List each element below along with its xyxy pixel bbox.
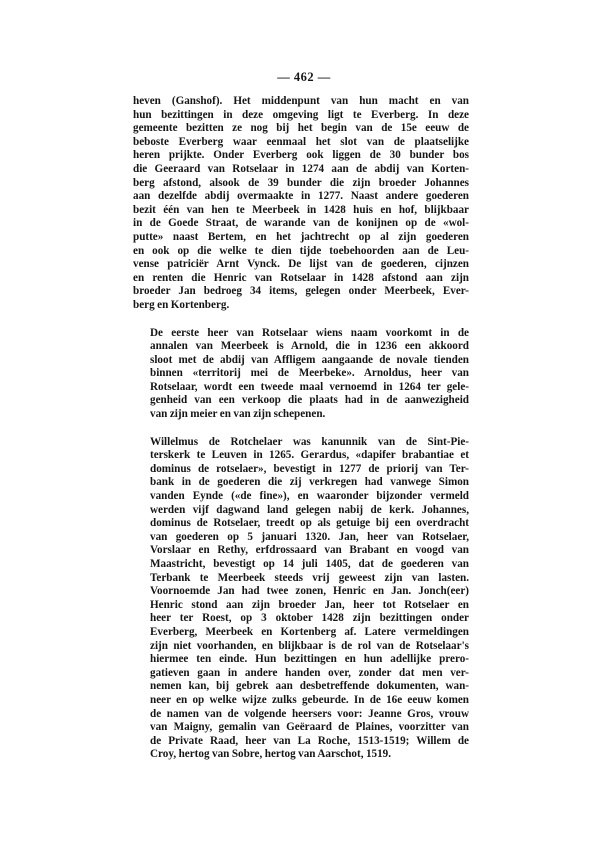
text-line: van Maigny, gemalin van Geëraard de Plaines, voorzitter van [150, 721, 469, 734]
text-line: Maastricht, bevestigt op 14 juli 1405, dat de goederen van [150, 558, 469, 570]
text-line: de Private Raad, heer van La Roche, 1513-1519; Willem de [150, 734, 469, 747]
body-text [133, 95, 469, 762]
page-number: — 462 — [277, 70, 331, 84]
text-line: aan dezelfde abdij overmaakte in 1277. Naast andere goederen [133, 190, 469, 203]
text-line: heven (Ganshof). Het middenpunt van hun macht en van [133, 95, 469, 107]
text-line: putte» naast Bertem, en het jachtrecht op al zijn goederen [133, 230, 469, 243]
text-line: beboste Everberg waar eenmaal het slot van de plaatselijke [133, 135, 469, 148]
text-line: binnen «territorij mei de Meerbeke». Arnoldus, heer van [150, 367, 469, 380]
text-line: vense patriciër Arnt Vynck. De lijst van de goederen, cijnzen [133, 258, 469, 271]
text-line: Everberg, Meerbeek en Kortenberg af. Latere vermeldingen [150, 625, 469, 638]
text-line: in de Goede Straat, de warande van de konijnen op de «wol- [133, 217, 469, 230]
text-line: hiermee ten einde. Hun bezittingen en hun adellijke prero- [150, 653, 469, 666]
text-line: terskerk te Leuven in 1265. Gerardus, «dapifer brabantiae et [150, 449, 469, 462]
paragraph-3 [133, 436, 469, 762]
text-line: en renten die Henric van Rotselaar in 1428 afstond aan zijn [133, 271, 469, 284]
text-line: van zijn meier en van zijn schepenen. [150, 408, 326, 421]
text-line: en ook op die welke te dien tijde toebehoorden aan de Leu- [133, 244, 469, 257]
text-line: van goederen op 5 januari 1320. Jan, heer van Rotselaer, [150, 530, 469, 543]
text-line: Terbank te Meerbeek steeds vrij geweest zijn van lasten. [150, 571, 469, 584]
text-line: heren prijkte. Onder Everberg ook liggen de 30 bunder bos [133, 149, 469, 162]
text-line: heer ter Roest, op 3 oktober 1428 zijn bezittingen onder [150, 612, 469, 625]
text-line: Voornoemde Jan had twee zonen, Henric en Jan. Jonch(eer) [150, 585, 469, 598]
text-line: neer en op welke wijze zulks gebeurde. In de 16e eeuw komen [150, 693, 469, 706]
text-line: zijn niet voorhanden, en blijkbaar is de rol van de Rotselaar's [150, 639, 469, 652]
paragraph-2 [133, 327, 469, 422]
text-line: gatieven gaan in andere handen over, zonder dat men ver- [150, 666, 469, 679]
text-line: broeder Jan bedroeg 34 items, gelegen onder Meerbeek, Ever- [133, 285, 469, 298]
text-line: dominus de rotselaer», bevestigt in 1277 de priorij van Ter- [150, 462, 469, 475]
text-line: werden vijf dagwand land gelegen nabij de kerk. Johannes, [150, 503, 469, 516]
text-line: dominus de Rotselaer, treedt op als getuige bij een overdracht [150, 517, 469, 530]
text-line: De eerste heer van Rotselaar wiens naam voorkomt in de [150, 326, 469, 339]
text-line: bank in de goederen die zij verkregen had vanwege Simon [150, 476, 469, 489]
text-line: Vorslaar en Rethy, erfdrossaard van Brabant en voogd van [150, 544, 469, 557]
text-line: Willelmus de Rotchelaer was kanunnik van de Sint-Pie- [150, 435, 469, 448]
text-line: nemen kan, bij gebrek aan desbetreffende dokumenten, wan- [150, 680, 469, 693]
text-line: berg afstond, alsook de 39 bunder die zijn broeder Johannes [133, 176, 469, 189]
text-line: vanden Eynde («de fine»), en waaronder bijzonder vermeld [150, 490, 469, 503]
text-line: hun bezittingen in deze omgeving ligt te Everberg. In deze [133, 108, 469, 121]
text-line: bezit één van hen te Meerbeek in 1428 huis en hof, blijkbaar [133, 203, 469, 216]
text-line: genheid van een verkoop die plaats had in de aanwezigheid [150, 394, 469, 407]
text-line: Croy, hertog van Sobre, hertog van Aarschot, 1519. [150, 748, 392, 761]
text-line: berg en Kortenberg. [133, 298, 230, 311]
text-line: de namen van de volgende heersers voor: Jeanne Gros, vrouw [150, 707, 469, 720]
text-line: annalen van Meerbeek is Arnold, die in 1236 een akkoord [150, 340, 469, 353]
text-line: gemeente bezitten ze nog bij het begin van de 15e eeuw de [133, 122, 469, 135]
text-line: sloot met de abdij van Affligem aangaande de novale tienden [150, 353, 469, 366]
document-page [133, 70, 469, 776]
text-line: die Geeraard van Rotselaar in 1274 aan de abdij van Korten- [133, 162, 469, 175]
text-line: Henric stond aan zijn broeder Jan, heer tot Rotselaer en [150, 598, 469, 611]
paragraph-1 [133, 95, 469, 313]
text-line: Rotselaar, wordt een tweede maal vernoemd in 1264 ter gele- [150, 380, 469, 393]
